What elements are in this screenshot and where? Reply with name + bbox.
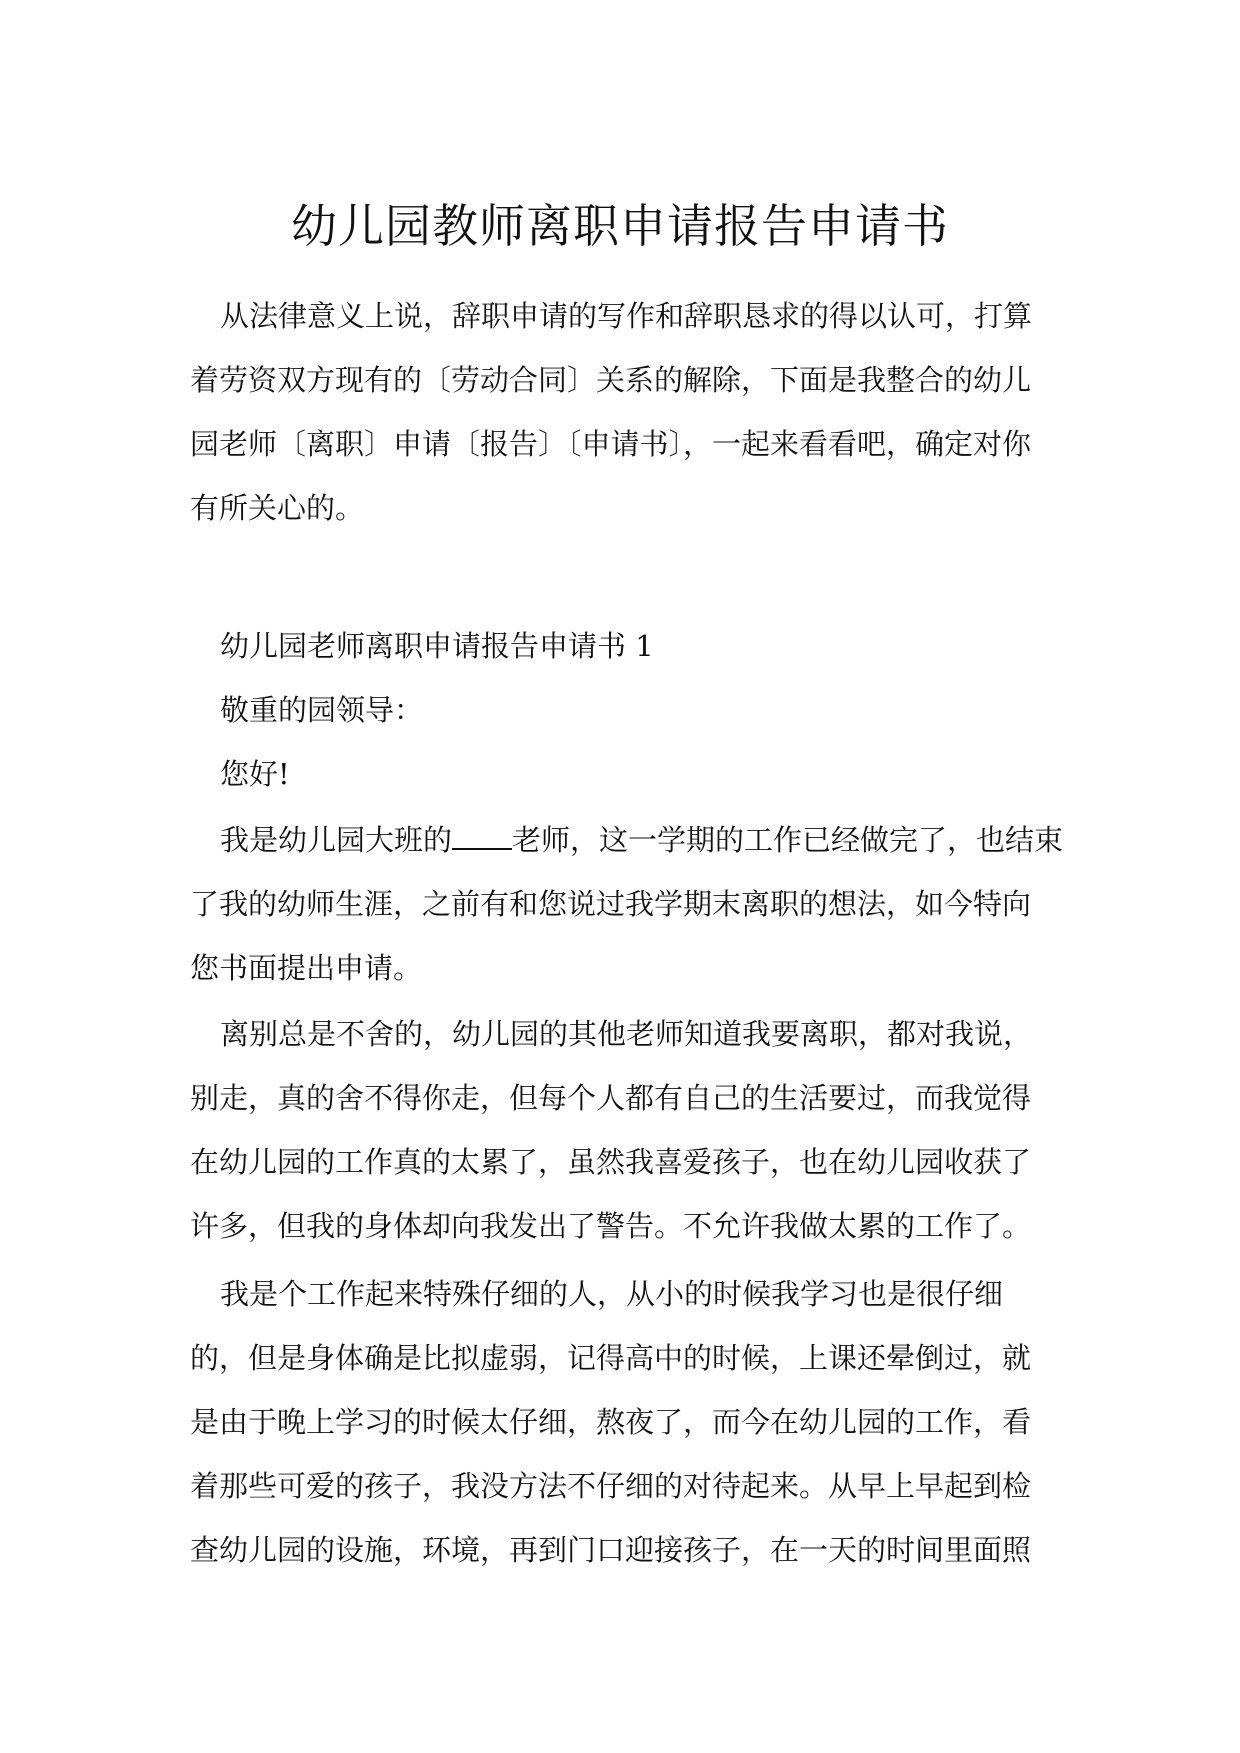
paragraph-line: 了我的幼师生涯，之前有和您说过我学期末离职的想法，如今特向	[190, 887, 1032, 921]
section-heading: 幼儿园老师离职申请报告申请书 1	[220, 629, 654, 663]
greeting: 您好!	[220, 757, 290, 791]
paragraph-text: 老师，这一学期的工作已经做完了，也结束	[512, 823, 1064, 857]
paragraph-line: 许多，但我的身体却向我发出了警告。不允许我做太累的工作了。	[190, 1209, 1032, 1243]
paragraph-line: 的，但是身体确是比拟虚弱，记得高中的时候，上课还晕倒过，就	[190, 1341, 1032, 1375]
intro-line: 从法律意义上说，辞职申请的写作和辞职恳求的得以认可，打算	[220, 299, 1033, 333]
paragraph-line: 离别总是不舍的，幼儿园的其他老师知道我要离职，都对我说，	[220, 1017, 1033, 1051]
intro-line: 着劳资双方现有的〔劳动合同〕关系的解除，下面是我整合的幼儿	[190, 363, 1032, 397]
section-heading-block	[190, 614, 1050, 806]
paragraph-line: 您书面提出申请。	[190, 951, 423, 985]
intro-line: 有所关心的。	[190, 491, 365, 525]
paragraph-line: 查幼儿园的设施，环境，再到门口迎接孩子，在一天的时间里面照	[190, 1533, 1032, 1567]
fill-in-blank	[452, 826, 512, 850]
paragraph-1	[190, 808, 1064, 1000]
paragraph-line: 在幼儿园的工作真的太累了，虽然我喜爱孩子，也在幼儿园收获了	[190, 1145, 1032, 1179]
paragraph-line: 我是个工作起来特殊仔细的人，从小的时候我学习也是很仔细	[220, 1277, 1004, 1311]
paragraph-text: 我是幼儿园大班的	[220, 823, 453, 857]
paragraph-line	[190, 808, 1064, 872]
paragraph-line: 着那些可爱的孩子，我没方法不仔细的对待起来。从早上早起到检	[190, 1469, 1032, 1503]
intro-paragraph	[190, 284, 1050, 540]
paragraph-2	[190, 1002, 1050, 1258]
salutation: 敬重的园领导：	[220, 693, 424, 727]
paragraph-line: 是由于晚上学习的时候太仔细，熬夜了，而今在幼儿园的工作，看	[190, 1405, 1032, 1439]
document-title: 幼儿园教师离职申请报告申请书	[291, 199, 949, 253]
paragraph-line: 别走，真的舍不得你走，但每个人都有自己的生活要过，而我觉得	[190, 1081, 1032, 1115]
intro-line: 园老师〔离职〕申请〔报告〕〔申请书〕，一起来看看吧，确定对你	[190, 427, 1032, 461]
paragraph-3	[190, 1262, 1050, 1582]
